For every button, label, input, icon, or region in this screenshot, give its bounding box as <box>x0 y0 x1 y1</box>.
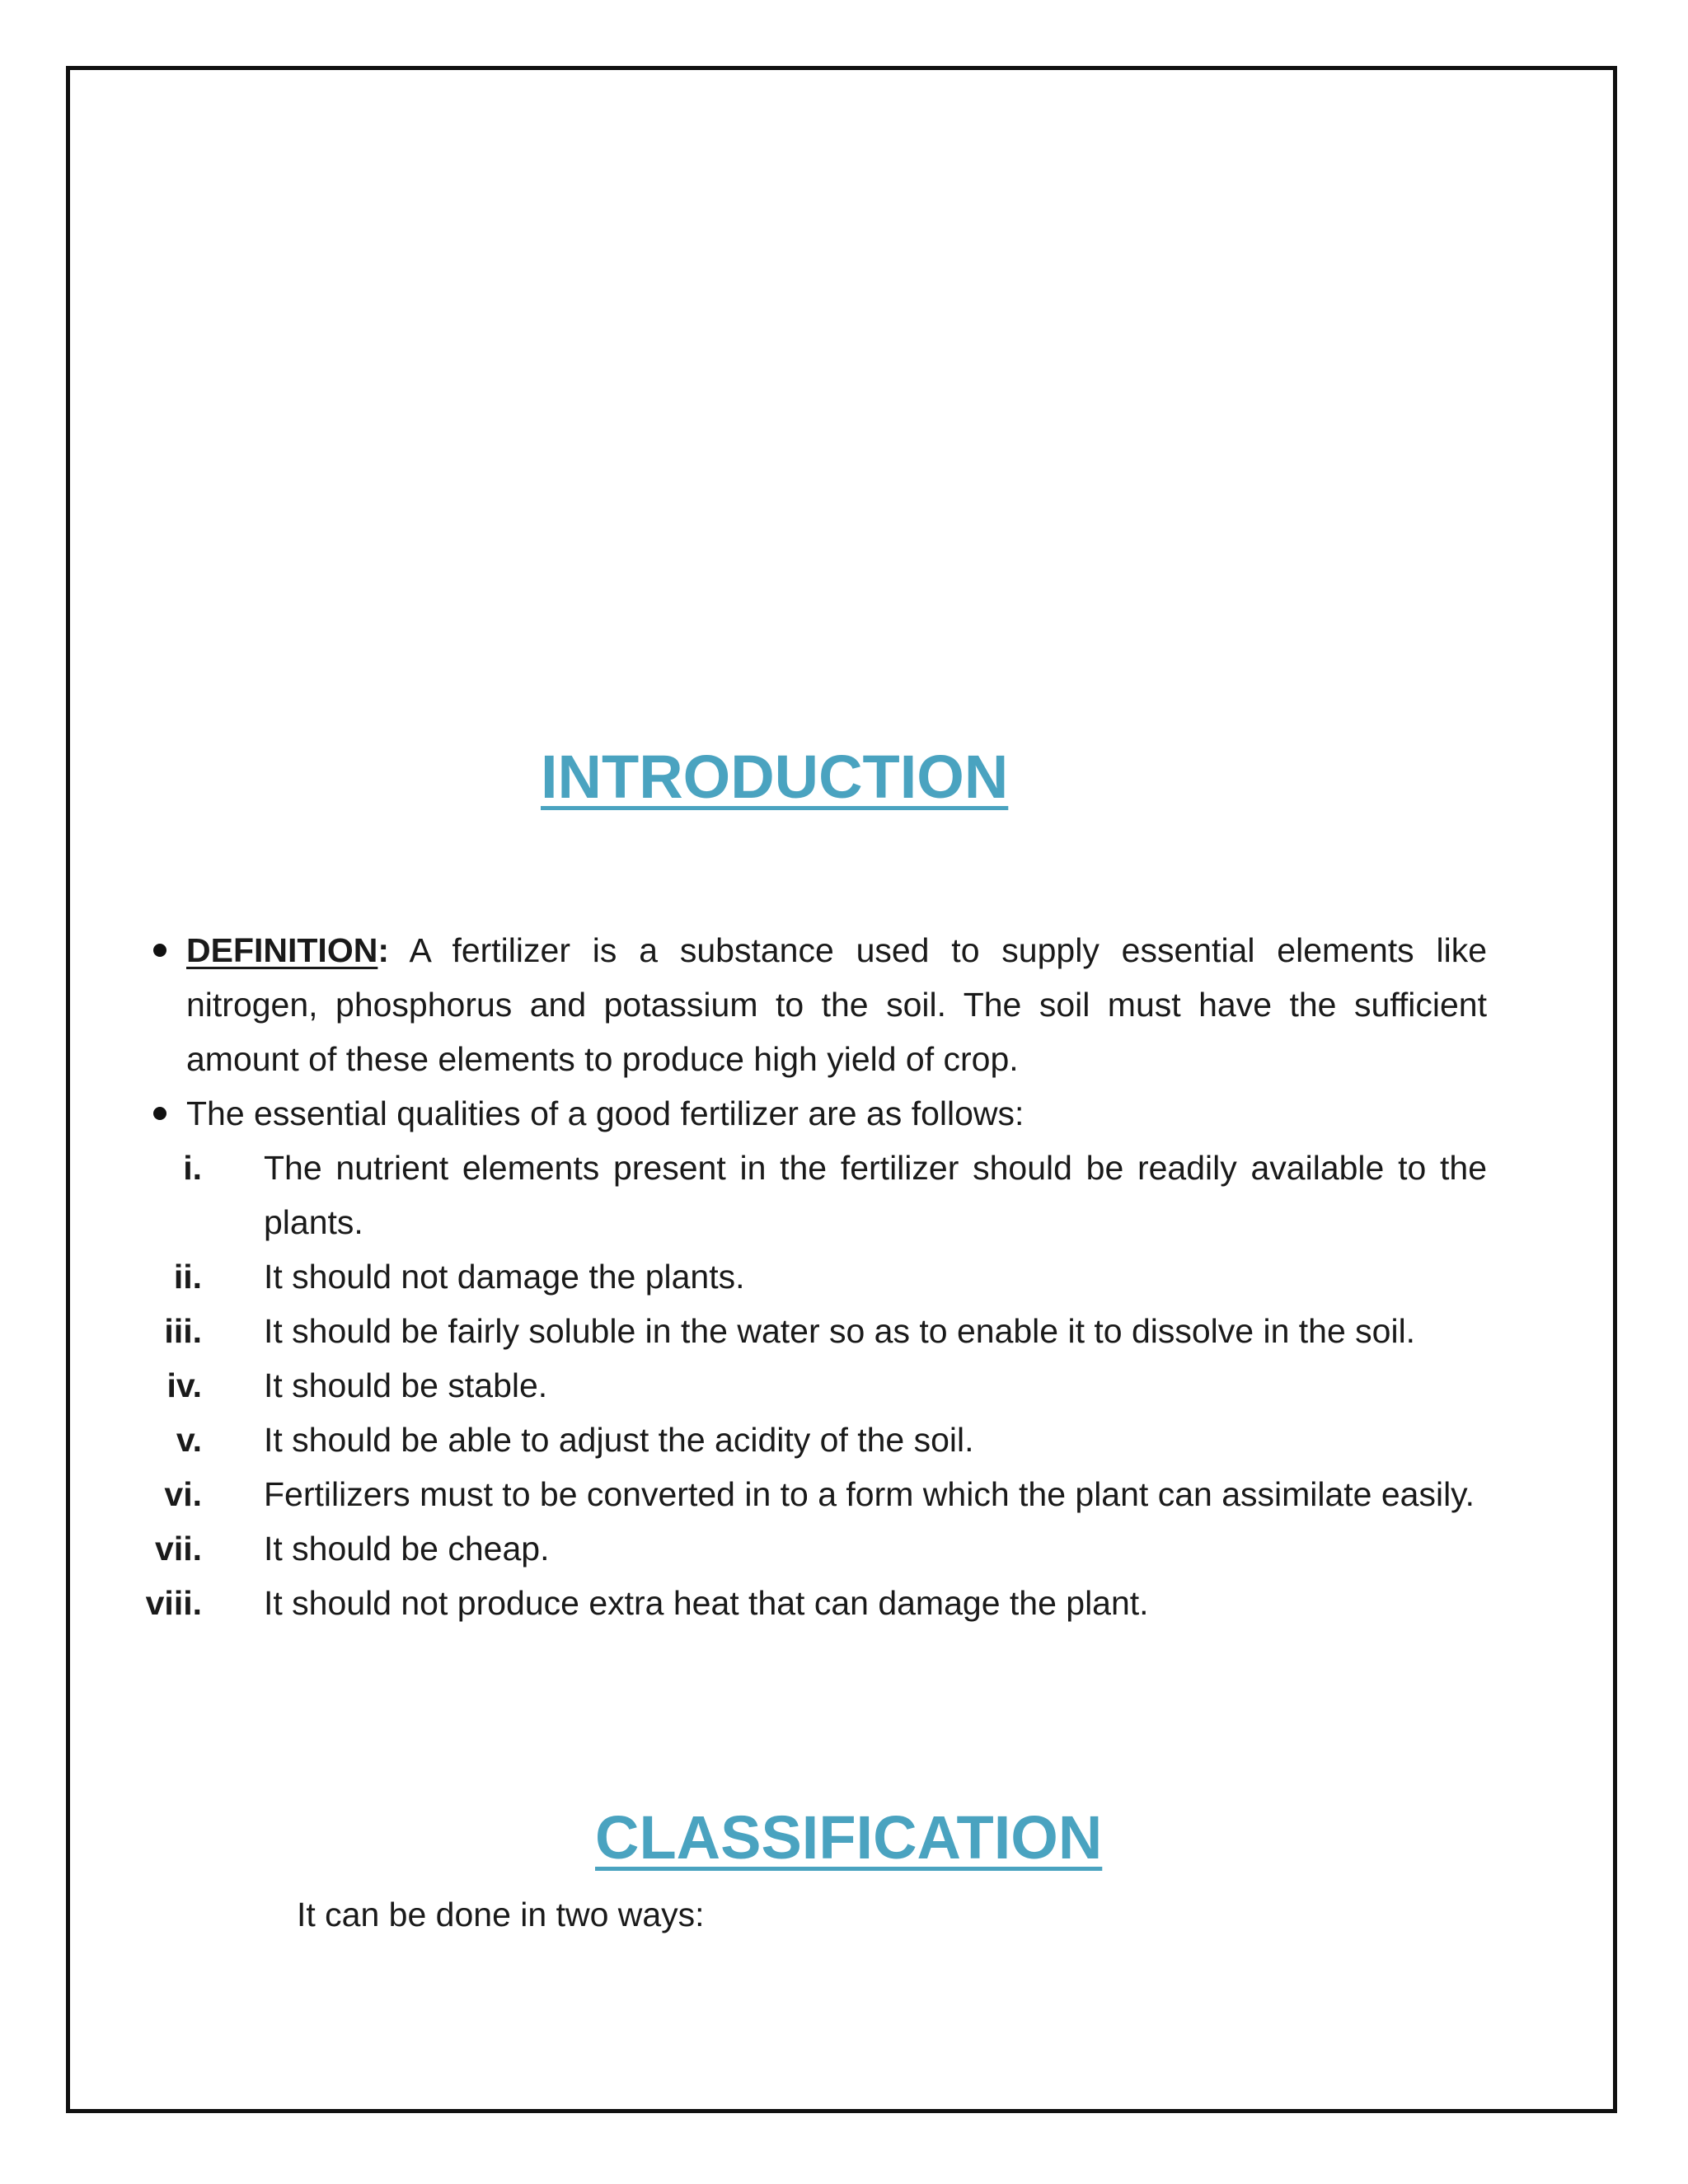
list-numeral: vii. <box>155 1530 202 1568</box>
definition-colon: : <box>377 931 389 969</box>
list-numeral: i. <box>183 1149 202 1187</box>
list-numeral: viii. <box>145 1584 202 1622</box>
list-item-text: It should be fairly soluble in the water so as to enable it to dissolve in the soil. <box>264 1312 1416 1350</box>
list-item <box>132 1467 1487 1521</box>
qualities-intro-item <box>186 1086 1487 1141</box>
classification-text: It can be done in two ways: <box>297 1896 705 1933</box>
list-item-text: It should be able to adjust the acidity of the soil. <box>264 1421 974 1459</box>
list-item-text: It should not produce extra heat that can damage the plant. <box>264 1584 1149 1622</box>
list-numeral: v. <box>176 1421 202 1459</box>
list-item-text: It should not damage the plants. <box>264 1258 745 1296</box>
bullet-icon <box>153 1107 166 1120</box>
list-item <box>132 1521 1487 1576</box>
list-item-text: It should be cheap. <box>264 1530 550 1568</box>
list-numeral: iv. <box>166 1366 202 1404</box>
introduction-heading: INTRODUCTION <box>541 743 1009 811</box>
list-numeral: ii. <box>173 1258 202 1296</box>
list-item <box>132 1576 1487 1630</box>
list-item <box>132 1304 1487 1358</box>
qualities-list <box>132 1141 1487 1630</box>
classification-heading: CLASSIFICATION <box>595 1803 1103 1872</box>
definition-text: A fertilizer is a substance used to supply essential elements like nitrogen, phosphorus and potassium to the soil. The soil must have the sufficient amount of these elements to produce high yield of crop. <box>186 931 1487 1078</box>
qualities-intro-list <box>186 1086 1487 1141</box>
bullet-icon <box>153 944 166 957</box>
definition-item <box>186 923 1487 1086</box>
list-item-text: Fertilizers must to be converted in to a form which the plant can assimilate easily. <box>264 1475 1475 1513</box>
list-numeral: iii. <box>164 1312 202 1350</box>
list-item-text: It should be stable. <box>264 1366 548 1404</box>
list-item <box>132 1249 1487 1304</box>
list-item <box>132 1358 1487 1413</box>
qualities-intro-text: The essential qualities of a good fertilizer are as follows: <box>186 1094 1025 1132</box>
definition-label: DEFINITION <box>186 931 378 969</box>
list-item <box>132 1413 1487 1467</box>
list-item-text: The nutrient elements present in the fertilizer should be readily available to the plants. <box>264 1149 1487 1241</box>
list-numeral: vi. <box>164 1475 202 1513</box>
definition-list <box>186 923 1487 1086</box>
list-item <box>132 1141 1487 1249</box>
